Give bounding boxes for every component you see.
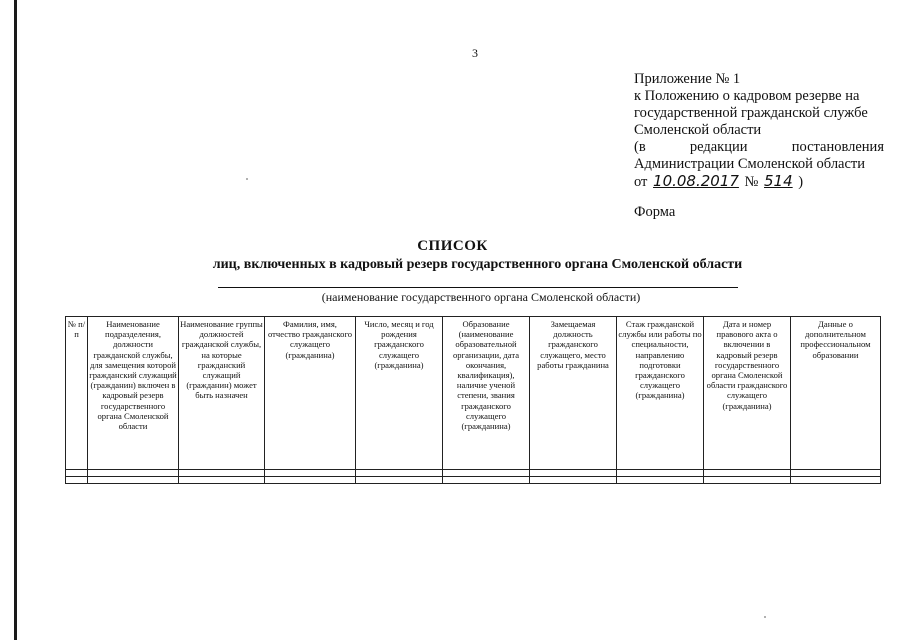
appendix-line-2: к Положению о кадровом резерве на: [634, 88, 860, 104]
page-left-edge: [14, 0, 17, 640]
table-cell: [530, 477, 617, 484]
document-subtitle: лиц, включенных в кадровый резерв государственного органа Смоленской области: [212, 257, 743, 272]
table-cell: [88, 477, 179, 484]
appendix-line-7: [634, 173, 884, 191]
appendix-line-6: Администрации Смоленской области: [634, 156, 866, 172]
page-number: 3: [472, 46, 478, 60]
document-title: СПИСОК: [417, 238, 488, 254]
col-header-birth-date: Число, месяц и год рождения гражданского служащего (гражданина): [356, 317, 443, 470]
col-header-education: Образование (наименование образовательной организации, дата окончания, квалификация), наличие ученой степени, звания гражданского служащего (гражданина): [443, 317, 530, 470]
table-cell: [617, 470, 704, 477]
table-cell: [356, 470, 443, 477]
table-header-row: [66, 317, 881, 470]
scan-speck: [764, 616, 766, 618]
handwritten-date: 10.08.2017: [653, 172, 739, 190]
table-row: [66, 477, 881, 484]
col-header-legal-act: Дата и номер правового акта о включении в кадровый резерв государственного органа Смоленской области гражданского служащего (гражданина): [704, 317, 791, 470]
org-name-fill-line: [218, 287, 738, 288]
col-header-experience: Стаж гражданской службы или работы по специальности, направлению подготовки гражданского служащего (гражданина): [617, 317, 704, 470]
table-cell: [704, 477, 791, 484]
col-header-additional-education: Данные о дополнительном профессиональном образовании: [791, 317, 881, 470]
col-header-current-position: Замещаемая должность гражданского служащего, место работы гражданина: [530, 317, 617, 470]
appendix-line-5-part-c: постановления: [791, 139, 884, 155]
col-header-full-name: Фамилия, имя, отчество гражданского служащего (гражданина): [265, 317, 356, 470]
table-cell: [265, 477, 356, 484]
number-sign: №: [744, 174, 759, 190]
appendix-line-5: [634, 139, 884, 156]
reserve-table: [65, 316, 881, 484]
table-cell: [356, 477, 443, 484]
table-cell: [530, 470, 617, 477]
appendix-date-prefix: от: [634, 174, 648, 190]
col-header-number: № п/п: [66, 317, 88, 470]
org-name-caption: (наименование государственного органа Смоленской области): [321, 290, 641, 304]
appendix-line-4: Смоленской области: [634, 122, 762, 138]
table-cell: [791, 477, 881, 484]
table-cell: [704, 470, 791, 477]
appendix-line-5-part-b: редакции: [689, 139, 748, 155]
table-cell: [791, 470, 881, 477]
appendix-line-5-part-a: (в: [634, 139, 646, 155]
table-cell: [443, 477, 530, 484]
appendix-line-3: государственной гражданской службе: [634, 105, 868, 121]
col-header-position: Наименование подразделения, должности гражданской службы, для замещения которой гражданский служащий (гражданин) включен в кадровый резерв государственного органа Смоленской области: [88, 317, 179, 470]
col-header-position-group: Наименование группы должностей гражданской службы, на которые гражданский служащий (гражданин) может быть назначен: [179, 317, 265, 470]
table-cell: [617, 477, 704, 484]
table-cell: [66, 470, 88, 477]
table-cell: [265, 470, 356, 477]
appendix-line-1: Приложение № 1: [634, 71, 741, 87]
table-cell: [179, 477, 265, 484]
table-cell: [179, 470, 265, 477]
form-label: Форма: [634, 204, 676, 220]
appendix-closing-paren: ): [798, 174, 804, 190]
table-row: [66, 470, 881, 477]
handwritten-number: 514: [764, 172, 793, 190]
appendix-block: [634, 71, 884, 191]
scan-speck: [246, 178, 248, 180]
table-cell: [443, 470, 530, 477]
table-cell: [66, 477, 88, 484]
table-cell: [88, 470, 179, 477]
